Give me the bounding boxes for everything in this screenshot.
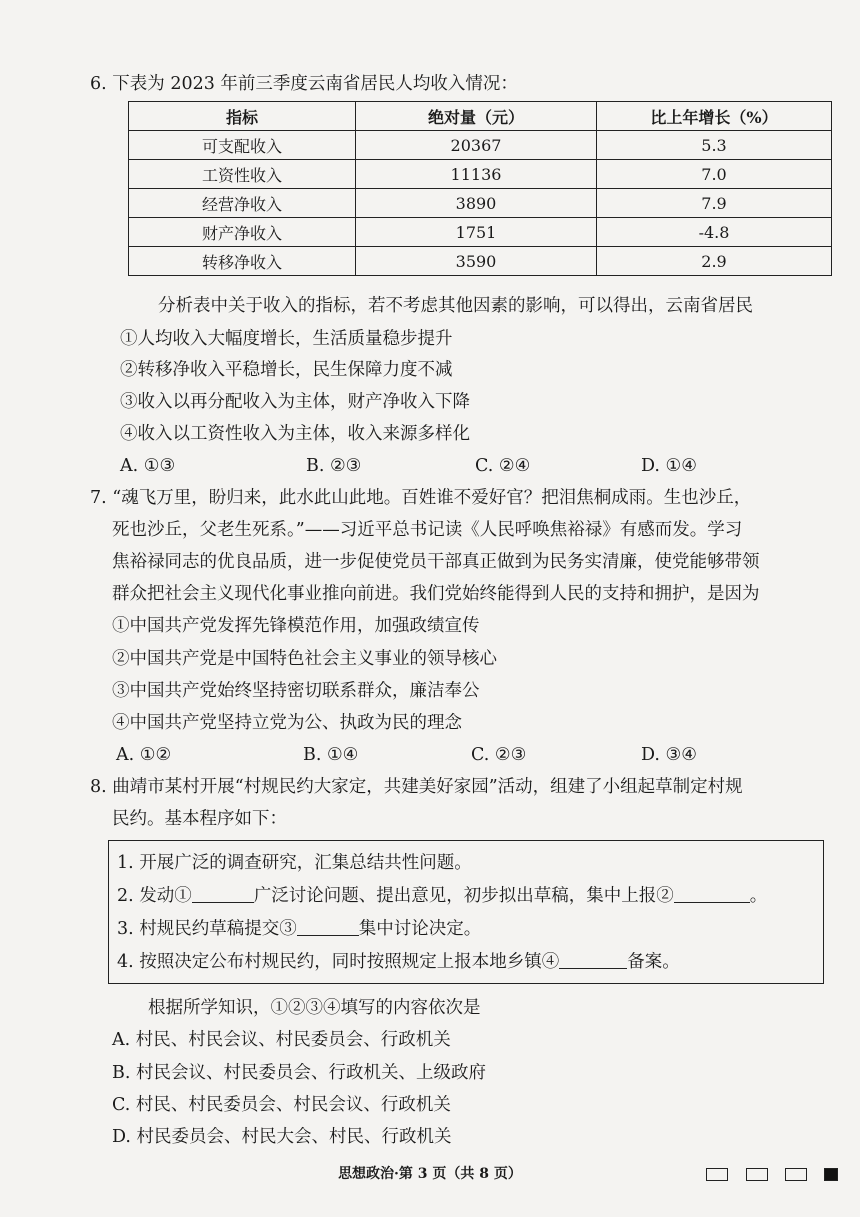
blank-3 <box>297 917 359 936</box>
q6-item-1: ①人均收入大幅度增长，生活质量稳步提升 <box>120 329 453 349</box>
step-2-text-c: 。 <box>749 886 768 906</box>
cell-indicator: 可支配收入 <box>129 131 356 160</box>
cell-absolute: 3590 <box>356 247 597 276</box>
table-row <box>129 189 832 218</box>
cell-indicator: 转移净收入 <box>129 247 356 276</box>
cell-growth: -4.8 <box>597 218 832 247</box>
table-row <box>129 160 832 189</box>
cell-growth: 2.9 <box>597 247 832 276</box>
q6-prompt: 分析表中关于收入的指标，若不考虑其他因素的影响，可以得出，云南省居民 <box>158 296 753 316</box>
q7-item-4: ④中国共产党坚持立党为公、执政为民的理念 <box>112 713 462 733</box>
procedure-step-1: 1. 开展广泛的调查研究，汇集总结共性问题。 <box>117 853 472 873</box>
q8-stem-line-2: 民约。基本程序如下： <box>112 809 287 829</box>
table-row <box>129 131 832 160</box>
q8-option-a[interactable]: A. 村民、村民会议、村民委员会、行政机关 <box>112 1030 451 1050</box>
step-3-text-b: 集中讨论决定。 <box>358 919 482 939</box>
q6-stem: 6. 下表为 2023 年前三季度云南省居民人均收入情况： <box>90 74 518 94</box>
q6-option-b[interactable]: B. ②③ <box>306 456 362 476</box>
table-header-row <box>129 102 832 131</box>
q7-stem-line-1: 7. “魂飞万里，盼归来，此水此山此地。百姓谁不爱好官？把泪焦桐成雨。生也沙丘， <box>90 488 752 508</box>
q6-option-d[interactable]: D. ①④ <box>641 456 697 476</box>
q7-option-d[interactable]: D. ③④ <box>641 745 697 765</box>
income-table <box>128 101 832 276</box>
q7-item-3: ③中国共产党始终坚持密切联系群众，廉洁奉公 <box>112 681 480 701</box>
header-growth: 比上年增长（%） <box>597 102 832 131</box>
step-2-text-a: 2. 发动① <box>117 886 192 906</box>
step-4-text-a: 4. 按照决定公布村规民约，同时按照规定上报本地乡镇④ <box>117 952 560 972</box>
scan-marker-filled <box>824 1168 838 1181</box>
q8-option-d[interactable]: D. 村民委员会、村民大会、村民、行政机关 <box>112 1127 452 1147</box>
blank-4 <box>559 950 627 969</box>
cell-absolute: 3890 <box>356 189 597 218</box>
step-3-text-a: 3. 村规民约草稿提交③ <box>117 919 297 939</box>
q8-option-c[interactable]: C. 村民、村民委员会、村民会议、行政机关 <box>112 1095 451 1115</box>
procedure-step-3 <box>117 917 481 941</box>
step-4-text-b: 备案。 <box>627 952 680 972</box>
q7-item-1: ①中国共产党发挥先锋模范作用，加强政绩宣传 <box>112 616 480 636</box>
cell-absolute: 11136 <box>356 160 597 189</box>
q7-option-b[interactable]: B. ①④ <box>303 745 359 765</box>
q6-item-4: ④收入以工资性收入为主体，收入来源多样化 <box>120 424 470 444</box>
blank-2 <box>674 884 750 903</box>
blank-1 <box>192 884 254 903</box>
table-row <box>129 247 832 276</box>
cell-indicator: 财产净收入 <box>129 218 356 247</box>
q7-stem-line-2: 死也沙丘，父老生死系。”——习近平总书记读《人民呼唤焦裕禄》有感而发。学习 <box>112 520 743 540</box>
procedure-step-4 <box>117 950 680 974</box>
scan-marker <box>785 1168 807 1181</box>
header-indicator: 指标 <box>129 102 356 131</box>
cell-absolute: 1751 <box>356 218 597 247</box>
q6-option-a[interactable]: A. ①③ <box>120 456 176 476</box>
cell-indicator: 工资性收入 <box>129 160 356 189</box>
q7-stem-line-4: 群众把社会主义现代化事业推向前进。我们党始终能得到人民的支持和拥护，是因为 <box>112 584 760 604</box>
q7-stem-line-3: 焦裕禄同志的优良品质，进一步促使党员干部真正做到为民务实清廉，使党能够带领 <box>112 552 760 572</box>
procedure-step-2 <box>117 884 767 908</box>
cell-absolute: 20367 <box>356 131 597 160</box>
q7-item-2: ②中国共产党是中国特色社会主义事业的领导核心 <box>112 649 497 669</box>
cell-growth: 7.0 <box>597 160 832 189</box>
cell-growth: 5.3 <box>597 131 832 160</box>
table-row <box>129 218 832 247</box>
step-2-text-b: 广泛讨论问题、提出意见，初步拟出草稿，集中上报② <box>253 886 674 906</box>
scan-marker <box>746 1168 768 1181</box>
cell-indicator: 经营净收入 <box>129 189 356 218</box>
q8-stem-line-1: 8. 曲靖市某村开展“村规民约大家定，共建美好家园”活动，组建了小组起草制定村规 <box>90 777 743 797</box>
q6-option-c[interactable]: C. ②④ <box>475 456 531 476</box>
q6-item-3: ③收入以再分配收入为主体，财产净收入下降 <box>120 392 470 412</box>
header-absolute: 绝对量（元） <box>356 102 597 131</box>
q7-option-c[interactable]: C. ②③ <box>471 745 527 765</box>
scan-marker <box>706 1168 728 1181</box>
procedure-box <box>108 840 824 984</box>
page-footer: 思想政治·第 3 页（共 8 页） <box>338 1166 522 1182</box>
q8-prompt: 根据所学知识，①②③④填写的内容依次是 <box>148 998 481 1018</box>
q7-option-a[interactable]: A. ①② <box>116 745 172 765</box>
cell-growth: 7.9 <box>597 189 832 218</box>
q8-option-b[interactable]: B. 村民会议、村民委员会、行政机关、上级政府 <box>112 1063 486 1083</box>
q6-item-2: ②转移净收入平稳增长，民生保障力度不减 <box>120 360 453 380</box>
